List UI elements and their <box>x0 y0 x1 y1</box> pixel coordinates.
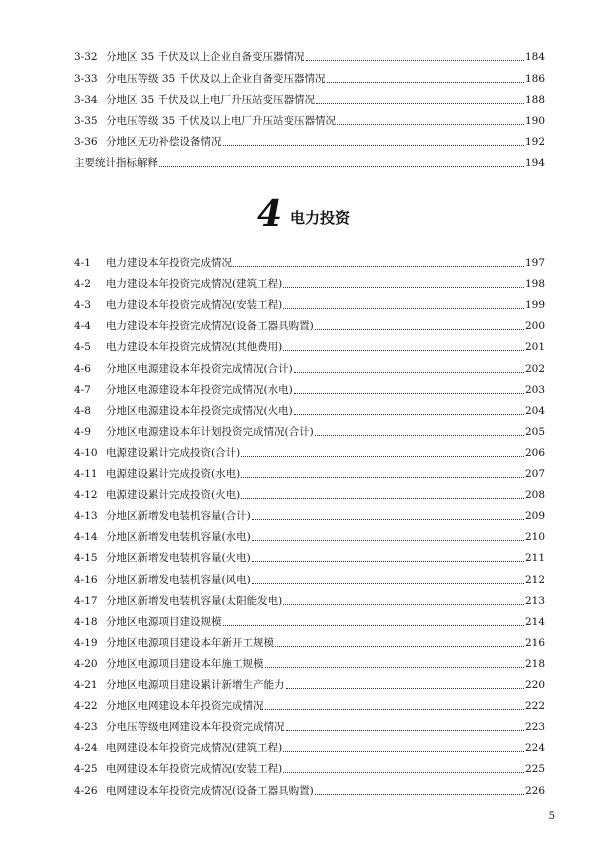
entry-number: 4-21 <box>74 679 98 691</box>
entry-number: 4-13 <box>74 510 98 523</box>
entry-page-number: 222 <box>524 700 545 713</box>
entry-title: 电力建设本年投资完成情况 <box>106 257 232 269</box>
entry-page-number: 204 <box>524 404 545 417</box>
dot-leader <box>241 498 524 499</box>
entry-number: 4-11 <box>74 468 98 480</box>
entry-title: 分地区 35 千伏及以上电厂升压站变压器情况 <box>106 94 316 106</box>
entry-page-number: 205 <box>524 425 545 438</box>
dot-leader <box>294 393 524 394</box>
entry-page-number: 197 <box>524 257 545 269</box>
entry-number: 3-35 <box>74 115 98 127</box>
entry-number: 4-9 <box>74 425 91 438</box>
dot-leader <box>265 667 524 668</box>
dot-leader <box>233 266 524 267</box>
entry-number: 3-36 <box>74 136 98 148</box>
entry-number: 3-34 <box>74 94 98 106</box>
entry-page-number: 192 <box>524 136 545 148</box>
toc-entry[interactable] <box>74 294 545 312</box>
dot-leader <box>252 583 524 584</box>
entry-title: 分电压等级 35 千伏及以上企业自备变压器情况 <box>106 73 326 85</box>
entry-title: 分地区电源项目建设本年施工规模 <box>106 657 264 670</box>
entry-title: 电源建设累计完成投资(水电) <box>106 468 241 480</box>
entry-page-number: 198 <box>524 278 545 291</box>
entry-page-number: 213 <box>524 594 545 607</box>
entry-title: 电网建设本年投资完成情况(安装工程) <box>106 763 283 776</box>
dot-leader <box>294 414 524 415</box>
entry-page-number: 214 <box>524 615 545 628</box>
entry-number: 3-32 <box>74 51 98 63</box>
toc-entry[interactable] <box>74 46 545 64</box>
entry-page-number: 207 <box>524 468 545 480</box>
dot-leader <box>306 60 524 61</box>
dot-leader <box>283 604 524 605</box>
toc-entry[interactable] <box>74 358 545 376</box>
entry-number: 4-6 <box>74 362 91 375</box>
dot-leader <box>286 688 524 689</box>
entry-title: 分电压等级电网建设本年投资完成情况 <box>106 721 285 734</box>
toc-entry[interactable] <box>74 695 545 713</box>
entry-number: 4-4 <box>74 320 91 333</box>
entry-title: 分地区无功补偿设备情况 <box>106 136 222 148</box>
toc-glossary-entry[interactable] <box>74 152 545 170</box>
entry-page-number: 209 <box>524 510 545 523</box>
chapter-heading <box>0 192 607 236</box>
dot-leader <box>252 519 524 520</box>
entry-number: 4-25 <box>74 763 98 776</box>
chapter-title: 电力投资 <box>290 208 351 227</box>
dot-leader <box>283 751 524 752</box>
entry-number: 4-3 <box>74 299 91 312</box>
entry-number: 4-20 <box>74 657 98 670</box>
dot-leader <box>283 308 524 309</box>
dot-leader <box>275 646 524 647</box>
entry-number: 4-15 <box>74 552 98 565</box>
entry-number: 4-23 <box>74 721 98 734</box>
entry-title: 电力建设本年投资完成情况(其他费用) <box>106 341 283 354</box>
entry-page-number: 194 <box>524 157 545 169</box>
dot-leader <box>283 350 524 351</box>
toc-entry[interactable] <box>74 632 545 650</box>
entry-number: 4-7 <box>74 383 91 396</box>
dot-leader <box>283 772 524 773</box>
entry-number: 4-8 <box>74 404 91 417</box>
entry-title: 分地区新增发电装机容量(合计) <box>106 510 251 523</box>
toc-entry[interactable] <box>74 590 545 608</box>
entry-page-number: 184 <box>524 51 545 63</box>
toc-entry[interactable] <box>74 336 545 354</box>
toc-entry[interactable] <box>74 252 545 270</box>
entry-title: 分地区电源建设本年投资完成情况(水电) <box>106 383 293 396</box>
entry-number: 4-2 <box>74 278 91 291</box>
dot-leader <box>315 329 524 330</box>
toc-entry[interactable] <box>74 273 545 291</box>
entry-page-number: 216 <box>524 636 545 649</box>
entry-number: 3-33 <box>74 73 98 85</box>
dot-leader <box>286 730 524 731</box>
toc-entry[interactable] <box>74 780 545 798</box>
dot-leader <box>316 103 524 104</box>
toc-entry[interactable] <box>74 526 545 544</box>
entry-number: 4-26 <box>74 784 98 797</box>
toc-entry[interactable] <box>74 89 545 107</box>
dot-leader <box>159 166 524 167</box>
toc-entry[interactable] <box>74 463 545 481</box>
dot-leader <box>252 561 524 562</box>
toc-entry[interactable] <box>74 131 545 149</box>
dot-leader <box>223 145 524 146</box>
entry-title: 分地区电源项目建设累计新增生产能力 <box>106 679 285 691</box>
entry-title: 分地区电源建设本年投资完成情况(火电) <box>106 404 293 417</box>
entry-page-number: 190 <box>524 115 545 127</box>
dot-leader <box>315 435 524 436</box>
dot-leader <box>252 540 524 541</box>
entry-page-number: 208 <box>524 489 545 502</box>
dot-leader <box>337 124 524 125</box>
entry-page-number: 203 <box>524 383 545 396</box>
dot-leader <box>241 456 524 457</box>
toc-entry[interactable] <box>74 611 545 629</box>
toc-entry[interactable] <box>74 421 545 439</box>
entry-title: 电源建设累计完成投资(火电) <box>106 489 241 502</box>
toc-entry[interactable] <box>74 400 545 418</box>
entry-page-number: 202 <box>524 362 545 375</box>
entry-number: 4-16 <box>74 573 98 586</box>
entry-title: 电力建设本年投资完成情况(设备工器具购置) <box>106 320 314 333</box>
entry-page-number: 223 <box>524 721 545 734</box>
dot-leader <box>223 625 524 626</box>
entry-title: 分地区新增发电装机容量(水电) <box>106 531 251 544</box>
toc-entry[interactable] <box>74 547 545 565</box>
entry-title: 分地区新增发电装机容量(火电) <box>106 552 251 565</box>
entry-number: 4-22 <box>74 700 98 713</box>
entry-number: 4-10 <box>74 446 98 459</box>
entry-page-number: 224 <box>524 742 545 755</box>
entry-number: 4-14 <box>74 531 98 544</box>
entry-page-number: 226 <box>524 784 545 797</box>
dot-leader <box>294 372 524 373</box>
entry-number: 4-24 <box>74 742 98 755</box>
entry-page-number: 200 <box>524 320 545 333</box>
entry-title: 主要统计指标解释 <box>74 157 158 169</box>
entry-title: 分地区电源项目建设规模 <box>106 615 222 628</box>
toc-entry[interactable] <box>74 379 545 397</box>
entry-page-number: 210 <box>524 531 545 544</box>
toc-entry[interactable] <box>74 653 545 671</box>
entry-title: 分地区 35 千伏及以上企业自备变压器情况 <box>106 51 305 63</box>
entry-title: 分地区电源建设本年投资完成情况(合计) <box>106 362 293 375</box>
toc-entry[interactable] <box>74 716 545 734</box>
toc-entry[interactable] <box>74 737 545 755</box>
entry-number: 4-17 <box>74 594 98 607</box>
entry-page-number: 188 <box>524 94 545 106</box>
entry-page-number: 201 <box>524 341 545 354</box>
entry-page-number: 199 <box>524 299 545 312</box>
dot-leader <box>327 82 524 83</box>
entry-number: 4-1 <box>74 257 91 269</box>
dot-leader <box>241 477 524 478</box>
entry-page-number: 186 <box>524 73 545 85</box>
entry-title: 电力建设本年投资完成情况(安装工程) <box>106 299 283 312</box>
toc-entry[interactable] <box>74 315 545 333</box>
entry-title: 电网建设本年投资完成情况(设备工器具购置) <box>106 784 314 797</box>
entry-title: 分地区电源建设本年计划投资完成情况(合计) <box>106 425 314 438</box>
toc-entry[interactable] <box>74 569 545 587</box>
toc-entry[interactable] <box>74 758 545 776</box>
entry-title: 电源建设累计完成投资(合计) <box>106 446 241 459</box>
entry-number: 4-18 <box>74 615 98 628</box>
toc-entry[interactable] <box>74 442 545 460</box>
entry-page-number: 211 <box>524 552 545 565</box>
entry-number: 4-12 <box>74 489 98 502</box>
entry-page-number: 220 <box>524 679 545 691</box>
entry-title: 电力建设本年投资完成情况(建筑工程) <box>106 278 283 291</box>
toc-entry[interactable] <box>74 484 545 502</box>
entry-title: 分地区电网建设本年投资完成情况 <box>106 700 264 713</box>
entry-title: 分电压等级 35 千伏及以上电厂升压站变压器情况 <box>106 115 337 127</box>
page-number: 5 <box>548 811 555 822</box>
toc-entry[interactable] <box>74 110 545 128</box>
dot-leader <box>265 709 524 710</box>
entry-title: 分地区新增发电装机容量(风电) <box>106 573 251 586</box>
entry-page-number: 225 <box>524 763 545 776</box>
dot-leader <box>315 794 524 795</box>
entry-number: 4-19 <box>74 636 98 649</box>
entry-title: 分地区电源项目建设本年新开工规模 <box>106 636 274 649</box>
toc-entry[interactable] <box>74 674 545 692</box>
dot-leader <box>283 287 524 288</box>
entry-title: 电网建设本年投资完成情况(建筑工程) <box>106 742 283 755</box>
entry-page-number: 212 <box>524 573 545 586</box>
entry-title: 分地区新增发电装机容量(太阳能发电) <box>106 594 283 607</box>
entry-page-number: 218 <box>524 657 545 670</box>
toc-entry[interactable] <box>74 505 545 523</box>
toc-entry[interactable] <box>74 68 545 86</box>
entry-number: 4-5 <box>74 341 91 354</box>
chapter-number: 4 <box>256 193 283 235</box>
entry-page-number: 206 <box>524 446 545 459</box>
